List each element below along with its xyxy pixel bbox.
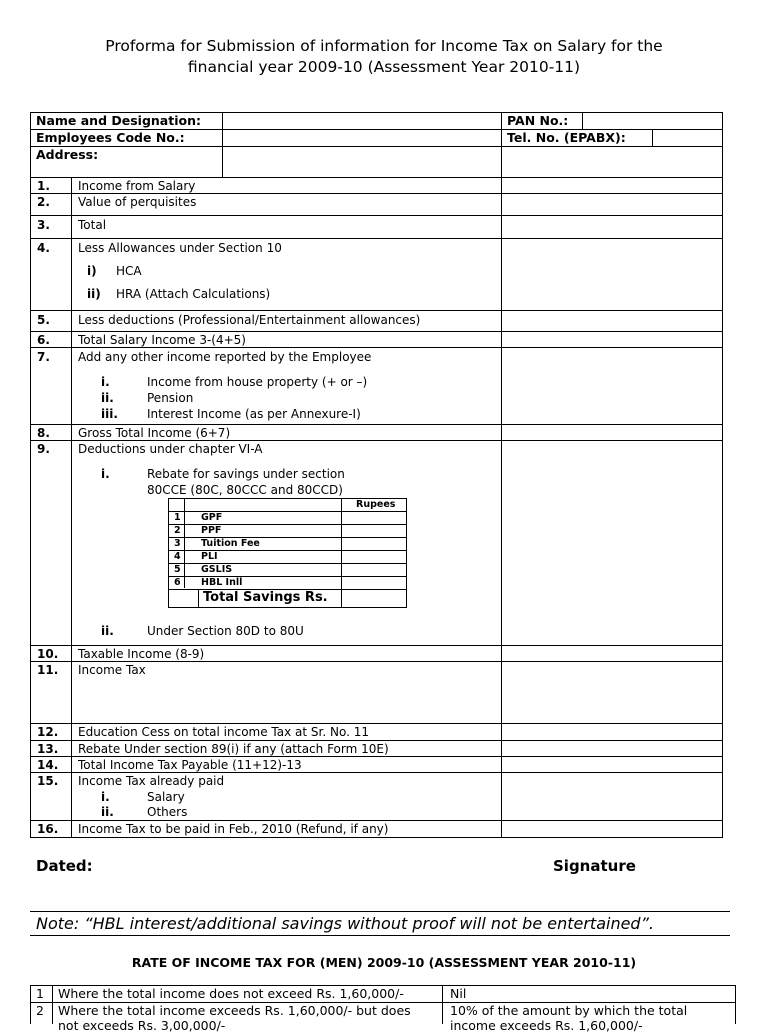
sub-item-label: HCA — [116, 264, 142, 278]
sub-item-label: Rebate for savings under section — [147, 467, 345, 481]
sub-item-label: HRA (Attach Calculations) — [116, 287, 271, 301]
rate-row-number: 2 — [36, 1003, 44, 1018]
item-number: 9. — [37, 442, 50, 456]
total-savings-label: Total Savings Rs. — [203, 590, 328, 605]
pan-label: PAN No.: — [507, 113, 569, 128]
row-line — [30, 424, 723, 425]
savings-row-number: 5 — [174, 564, 181, 575]
sub-item-number: i) — [87, 264, 97, 278]
table-divider-value-col — [501, 112, 502, 838]
rate-table-title: RATE OF INCOME TAX FOR (MEN) 2009-10 (ASSESSMENT YEAR 2010-11) — [131, 955, 637, 970]
item-label: Income Tax already paid — [78, 774, 225, 788]
item-label: Value of perquisites — [78, 195, 197, 209]
signature-label: Signature — [553, 857, 636, 875]
savings-divider-label — [198, 589, 199, 608]
table-divider-no-col — [71, 177, 72, 838]
tel-divider — [652, 129, 653, 146]
savings-row-label: Tuition Fee — [201, 538, 260, 549]
savings-row-number: 4 — [174, 551, 181, 562]
row-line — [30, 723, 723, 724]
note-rule-bottom — [30, 935, 730, 936]
savings-row-label: PLI — [201, 551, 218, 562]
sub-item-number: ii) — [87, 287, 101, 301]
table-border-right — [722, 112, 723, 838]
item-label: Total Income Tax Payable (11+12)-13 — [78, 758, 302, 772]
row-line — [30, 756, 723, 757]
sub-item-number: i. — [101, 375, 110, 389]
sub-item-number: i. — [101, 790, 110, 804]
rate-value: 10% of the amount by which the total — [450, 1003, 688, 1018]
item-number: 15. — [37, 774, 59, 788]
rate-condition-continued: not exceeds Rs. 3,00,000/- — [58, 1018, 226, 1033]
item-label: Taxable Income (8-9) — [78, 647, 205, 661]
row-line — [30, 661, 723, 662]
item-label: Income from Salary — [78, 179, 196, 193]
savings-row-label: PPF — [201, 525, 222, 536]
sub-item-number: ii. — [101, 805, 114, 819]
sub-item-label: Others — [147, 805, 188, 819]
item-number: 8. — [37, 426, 50, 440]
sub-item-number: ii. — [101, 624, 114, 638]
item-number: 10. — [37, 647, 59, 661]
item-label: Deductions under chapter VI-A — [78, 442, 263, 456]
item-number: 16. — [37, 822, 59, 836]
row-line — [30, 193, 723, 194]
item-label: Income Tax — [78, 663, 146, 677]
savings-row-number: 1 — [174, 512, 181, 523]
item-number: 4. — [37, 241, 50, 255]
sub-item-number: iii. — [101, 407, 118, 421]
savings-row-number: 6 — [174, 577, 181, 588]
savings-border-right — [406, 498, 407, 608]
tel-label: Tel. No. (EPABX): — [507, 130, 626, 145]
sub-item-number: ii. — [101, 391, 114, 405]
row-line — [30, 146, 723, 147]
form-title-line1: Proforma for Submission of information for Income Tax on Salary for the — [105, 37, 663, 55]
item-label: Education Cess on total income Tax at Sr. No. 11 — [78, 725, 369, 739]
dated-label: Dated: — [36, 857, 93, 875]
rate-border-left — [30, 985, 31, 1024]
item-number: 3. — [37, 218, 50, 232]
address-label: Address: — [36, 147, 99, 162]
item-number: 5. — [37, 313, 50, 327]
note-text: Note: “HBL interest/additional savings without proof will not be entertained”. — [36, 914, 654, 933]
savings-row-label: GSLIS — [201, 564, 233, 575]
row-line — [30, 837, 723, 838]
item-label: Income Tax to be paid in Feb., 2010 (Refund, if any) — [78, 822, 389, 836]
rate-condition: Where the total income does not exceed Rs. 1,60,000/- — [58, 986, 404, 1001]
employee-code-label: Employees Code No.: — [36, 130, 185, 145]
item-number: 1. — [37, 179, 50, 193]
item-label: Rebate Under section 89(i) if any (attach Form 10E) — [78, 742, 389, 756]
item-number: 2. — [37, 195, 50, 209]
item-number: 7. — [37, 350, 50, 364]
row-line — [30, 331, 723, 332]
item-number: 12. — [37, 725, 59, 739]
table-border-left — [30, 112, 31, 838]
rate-condition: Where the total income exceeds Rs. 1,60,000/- but does — [58, 1003, 411, 1018]
item-number: 6. — [37, 333, 50, 347]
row-line — [30, 347, 723, 348]
item-label: Less deductions (Professional/Entertainment allowances) — [78, 313, 421, 327]
savings-row-label: HBL Inll — [201, 577, 243, 588]
item-label: Less Allowances under Section 10 — [78, 241, 282, 255]
item-number: 14. — [37, 758, 59, 772]
personal-divider — [222, 112, 223, 177]
item-label: Add any other income reported by the Employee — [78, 350, 372, 364]
rate-divider-rate — [442, 985, 443, 1024]
savings-border-left — [168, 498, 169, 608]
form-title — [30, 36, 738, 78]
pan-divider — [582, 112, 583, 129]
sub-item-label: Salary — [147, 790, 185, 804]
sub-item-label: Pension — [147, 391, 194, 405]
row-line — [30, 215, 723, 216]
savings-row-label: GPF — [201, 512, 223, 523]
savings-row-line — [168, 607, 407, 608]
savings-row-number: 3 — [174, 538, 181, 549]
row-line — [30, 177, 723, 178]
sub-item-label: Under Section 80D to 80U — [147, 624, 304, 638]
row-line — [30, 238, 723, 239]
form-title-line2: financial year 2009-10 (Assessment Year 2010-11) — [187, 58, 581, 76]
row-line — [30, 740, 723, 741]
rate-border-right — [735, 985, 736, 1024]
note-rule-top — [30, 911, 730, 912]
name-designation-label: Name and Designation: — [36, 113, 201, 128]
sub-item-label: Interest Income (as per Annexure-I) — [147, 407, 361, 421]
item-number: 13. — [37, 742, 59, 756]
sub-item-label-continued: 80CCE (80C, 80CCC and 80CCD) — [147, 483, 343, 497]
item-label: Total — [78, 218, 107, 232]
sub-item-label: Income from house property (+ or –) — [147, 375, 368, 389]
row-line — [30, 772, 723, 773]
sub-item-number: i. — [101, 467, 110, 481]
rate-divider-no — [52, 985, 53, 1024]
savings-divider-rupees — [341, 498, 342, 608]
rate-value: Nil — [450, 986, 467, 1001]
item-number: 11. — [37, 663, 59, 677]
item-label: Total Salary Income 3-(4+5) — [78, 333, 246, 347]
row-line — [30, 440, 723, 441]
rate-value-continued: income exceeds Rs. 1,60,000/- — [450, 1018, 643, 1033]
savings-header-rupees: Rupees — [356, 499, 396, 510]
row-line — [30, 820, 723, 821]
item-label: Gross Total Income (6+7) — [78, 426, 231, 440]
savings-row-number: 2 — [174, 525, 181, 536]
row-line — [30, 645, 723, 646]
rate-row-number: 1 — [36, 986, 44, 1001]
row-line — [30, 310, 723, 311]
